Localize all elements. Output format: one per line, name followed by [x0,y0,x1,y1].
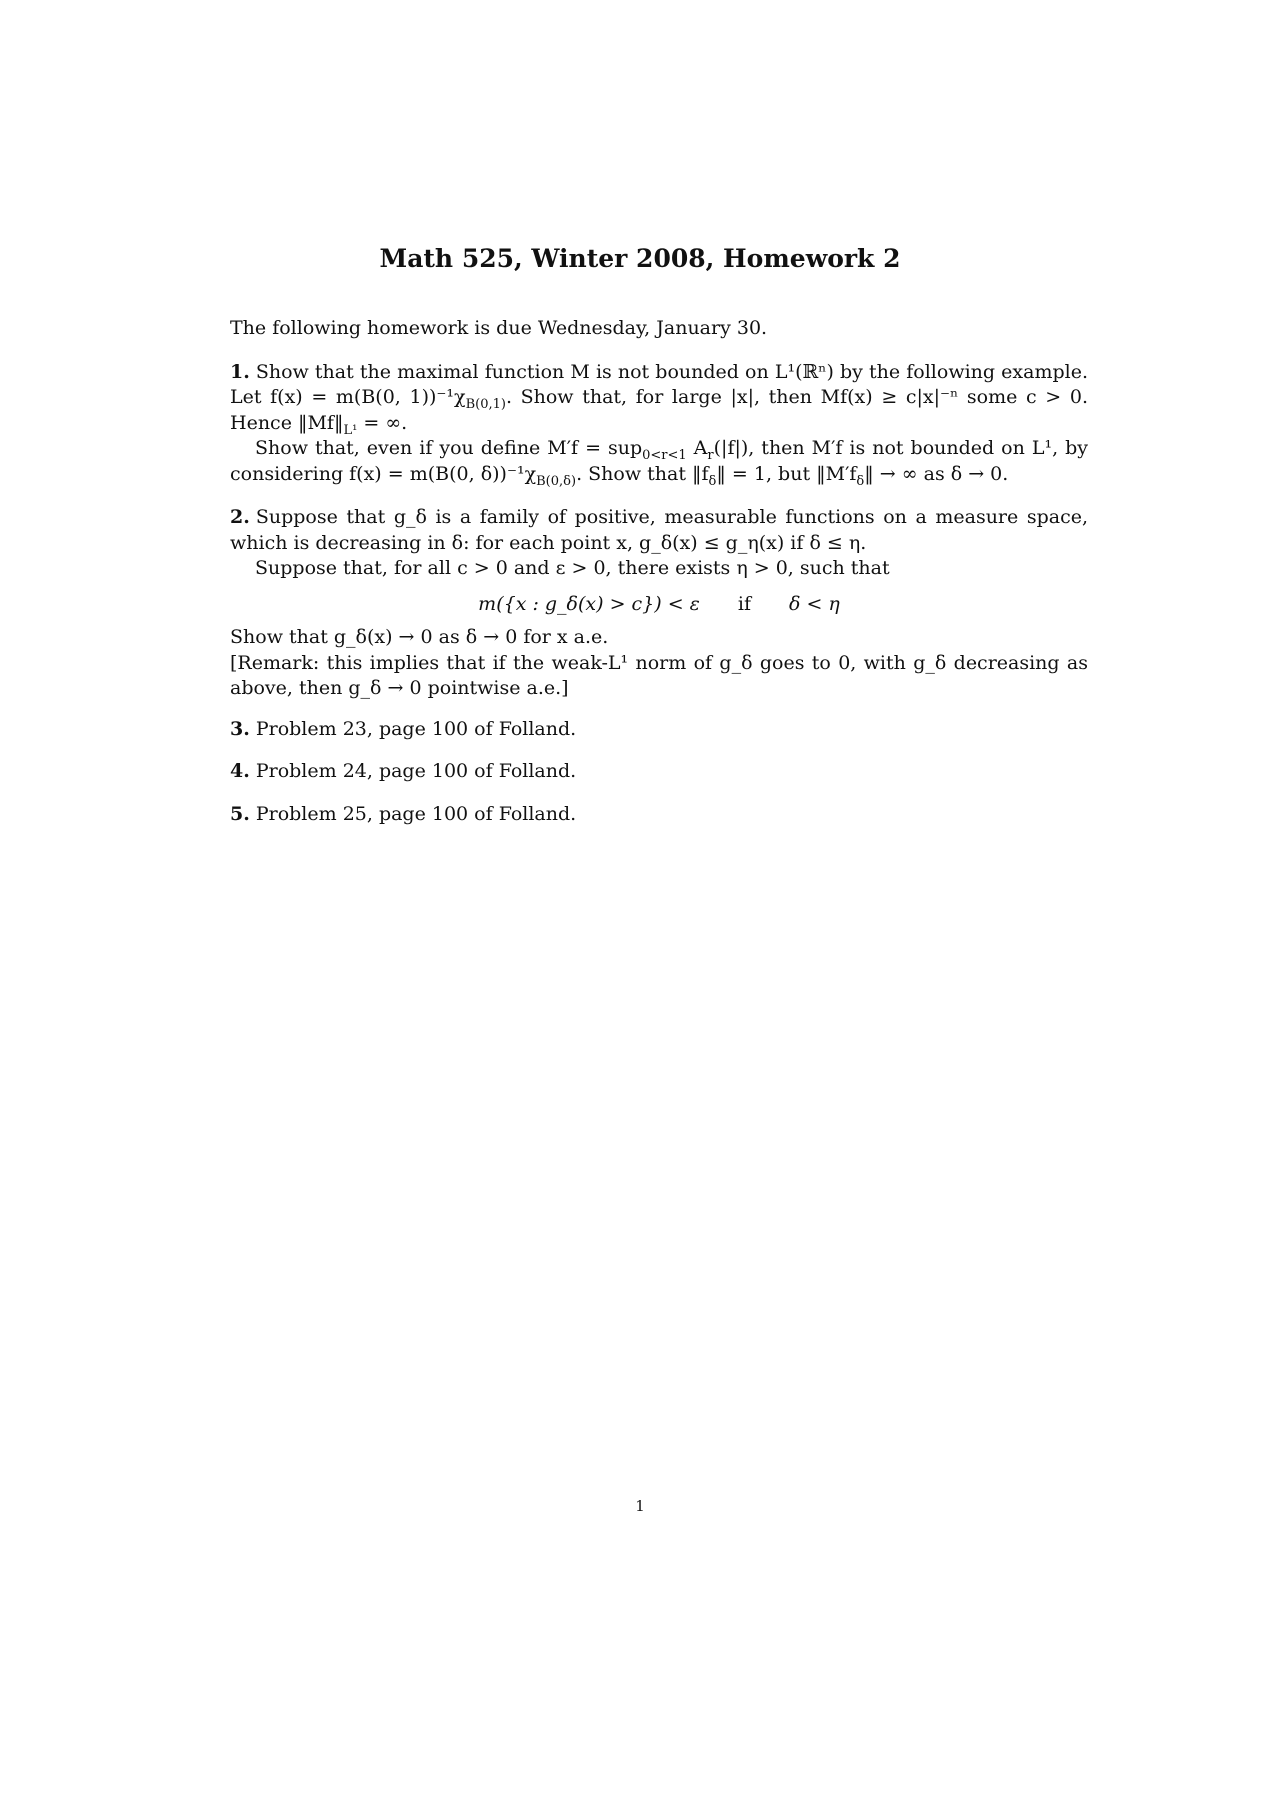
problem-1-para-2: Show that, even if you define M′f = sup$_{0<r<1}$ $A_r(|f|)$, then M′f is not bounded on L¹, by considering f(x) = m(B(0, $\delta))^{-1}\chi_{B(0,\delta)}$. Show that $‖f_\delta‖ = 1$, but $‖M'f_\delta‖$ → ∞ as δ → 0. [230,437,1088,489]
problem-1-para-1: 1. Show that the maximal function M is not bounded on L¹(ℝⁿ) by the following example. Let f(x) = m(B(0, $1))^{-1}\chi_{B(0,1)}$. Show that, for large |x|, then Mf(x) ≥ c|x|⁻ⁿ some c > 0. Hence $‖Mf‖_{L^1}$ = ∞. [230,360,1088,438]
problem-2-para-1: 2. Suppose that g_δ is a family of positive, measurable functions on a measure space, which is decreasing in δ: for each point x, g_δ(x) ≤ g_η(x) if δ ≤ η. [230,506,1088,554]
problem-number: 5. [230,802,250,825]
problem-2-remark: [Remark: this implies that if the weak-L¹ norm of g_δ goes to 0, with g_δ decreasing as above, then g_δ → 0 pointwise a.e.] [230,651,1088,699]
problem-number: 2. [230,506,250,528]
problem-number: 3. [230,717,250,740]
page-number: 1 [635,1497,645,1515]
problem-4: 4. Problem 24, page 100 of Folland. [230,760,577,782]
problem-2-para-3: Show that g_δ(x) → 0 as δ → 0 for x a.e. [230,626,609,648]
problem-2 [230,505,1088,702]
problem-1 [230,360,1088,488]
problem-number: 1. [230,360,250,383]
problem-5: 5. Problem 25, page 100 of Folland. [230,802,577,825]
folland-problems [230,717,1088,828]
problem-3: 3. Problem 23, page 100 of Folland. [230,717,577,740]
intro-text: The following homework is due Wednesday, January 30. [230,317,768,339]
problem-number: 4. [230,760,250,782]
page-title: Math 525, Winter 2008, Homework 2 [379,244,901,273]
display-equation: m({x : g_δ(x) > c}) < ε if δ < η [478,592,840,615]
problem-2-para-2: Suppose that, for all c > 0 and ε > 0, there exists η > 0, such that [255,557,890,579]
document-body [230,316,1088,844]
